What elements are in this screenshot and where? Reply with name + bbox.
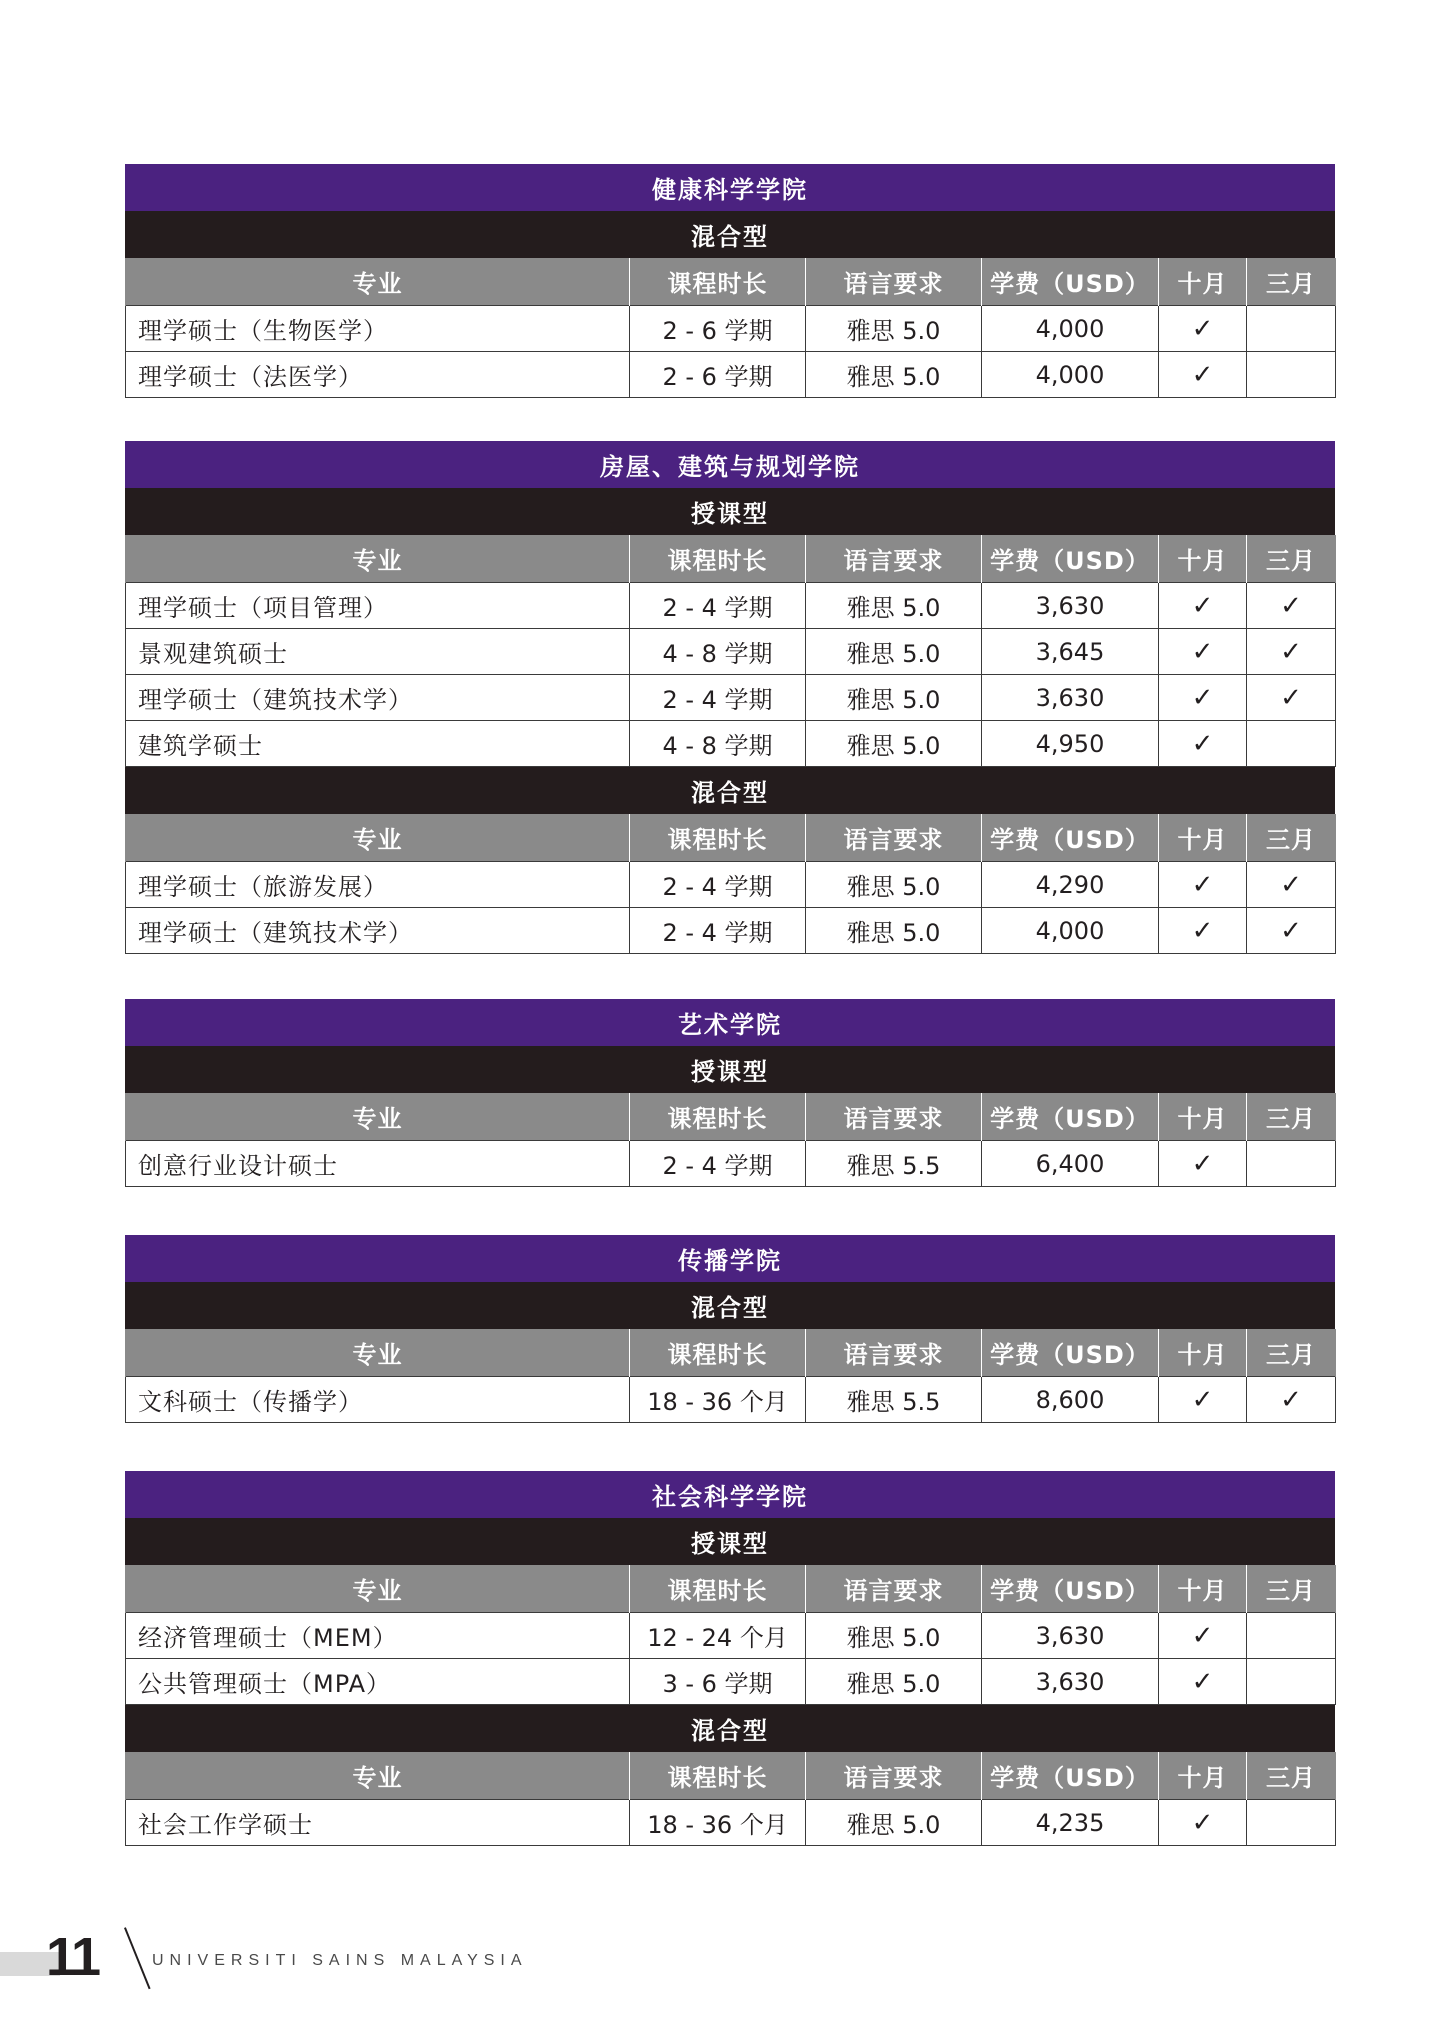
table-header-row: [126, 535, 1336, 583]
program-table: [125, 1752, 1336, 1846]
intake-october: ✓: [1159, 1800, 1247, 1846]
program-name: 理学硕士（法医学）: [126, 352, 630, 398]
program-mode-title: 混合型: [125, 767, 1335, 814]
program-duration: 18 - 36 个月: [630, 1377, 806, 1423]
column-header-major: 专业: [126, 814, 630, 862]
language-requirement: 雅思 5.0: [806, 629, 982, 675]
column-header-october: 十月: [1159, 814, 1247, 862]
column-header-duration: 课程时长: [630, 1752, 806, 1800]
language-requirement: 雅思 5.0: [806, 675, 982, 721]
program-name: 景观建筑硕士: [126, 629, 630, 675]
program-mode-title: 混合型: [125, 1705, 1335, 1752]
column-header-duration: 课程时长: [630, 1093, 806, 1141]
program-mode-title: 授课型: [125, 1518, 1335, 1565]
faculty-arts: [125, 999, 1335, 1187]
language-requirement: 雅思 5.5: [806, 1141, 982, 1187]
intake-march: [1247, 1659, 1336, 1705]
table-header-row: [126, 1093, 1336, 1141]
program-duration: 2 - 4 学期: [630, 908, 806, 954]
column-header-march: 三月: [1247, 535, 1336, 583]
column-header-language: 语言要求: [806, 1093, 982, 1141]
faculty-housing-building-planning: [125, 441, 1335, 954]
column-header-language: 语言要求: [806, 258, 982, 306]
tuition-fee: 3,630: [982, 1613, 1159, 1659]
intake-march: ✓: [1247, 908, 1336, 954]
intake-march: [1247, 1141, 1336, 1187]
intake-october: ✓: [1159, 1613, 1247, 1659]
program-name: 理学硕士（建筑技术学）: [126, 908, 630, 954]
program-name: 理学硕士（项目管理）: [126, 583, 630, 629]
faculty-title: 传播学院: [125, 1235, 1335, 1282]
language-requirement: 雅思 5.0: [806, 862, 982, 908]
column-header-march: 三月: [1247, 258, 1336, 306]
program-duration: 2 - 4 学期: [630, 583, 806, 629]
intake-october: ✓: [1159, 908, 1247, 954]
footer-divider: [124, 1927, 151, 1989]
tuition-fee: 4,000: [982, 352, 1159, 398]
column-header-october: 十月: [1159, 258, 1247, 306]
intake-march: [1247, 306, 1336, 352]
table-row: [126, 629, 1336, 675]
table-row: [126, 1659, 1336, 1705]
tuition-fee: 3,645: [982, 629, 1159, 675]
column-header-fee: 学费（USD）: [982, 1565, 1159, 1613]
column-header-duration: 课程时长: [630, 535, 806, 583]
page-number: 11: [46, 1927, 100, 1987]
column-header-major: 专业: [126, 258, 630, 306]
column-header-october: 十月: [1159, 1565, 1247, 1613]
column-header-october: 十月: [1159, 1752, 1247, 1800]
table-row: [126, 1377, 1336, 1423]
university-name: UNIVERSITI SAINS MALAYSIA: [152, 1952, 528, 1969]
table-header-row: [126, 1565, 1336, 1613]
table-header-row: [126, 814, 1336, 862]
language-requirement: 雅思 5.0: [806, 306, 982, 352]
table-row: [126, 908, 1336, 954]
column-header-october: 十月: [1159, 1093, 1247, 1141]
column-header-fee: 学费（USD）: [982, 1093, 1159, 1141]
faculty-title: 健康科学学院: [125, 164, 1335, 211]
program-name: 社会工作学硕士: [126, 1800, 630, 1846]
program-duration: 2 - 4 学期: [630, 1141, 806, 1187]
table-row: [126, 1800, 1336, 1846]
program-table: [125, 1093, 1336, 1187]
intake-march: ✓: [1247, 1377, 1336, 1423]
faculty-health-sciences: [125, 164, 1335, 398]
tuition-fee: 4,000: [982, 306, 1159, 352]
table-row: [126, 306, 1336, 352]
column-header-duration: 课程时长: [630, 258, 806, 306]
column-header-fee: 学费（USD）: [982, 535, 1159, 583]
language-requirement: 雅思 5.5: [806, 1377, 982, 1423]
column-header-duration: 课程时长: [630, 1329, 806, 1377]
table-row: [126, 583, 1336, 629]
program-name: 理学硕士（建筑技术学）: [126, 675, 630, 721]
intake-october: ✓: [1159, 1659, 1247, 1705]
intake-march: [1247, 1613, 1336, 1659]
column-header-march: 三月: [1247, 814, 1336, 862]
table-row: [126, 675, 1336, 721]
column-header-duration: 课程时长: [630, 814, 806, 862]
program-name: 理学硕士（生物医学）: [126, 306, 630, 352]
program-table: [125, 1329, 1336, 1423]
table-row: [126, 721, 1336, 767]
intake-march: [1247, 352, 1336, 398]
language-requirement: 雅思 5.0: [806, 1613, 982, 1659]
column-header-language: 语言要求: [806, 535, 982, 583]
faculty-title: 房屋、建筑与规划学院: [125, 441, 1335, 488]
program-name: 公共管理硕士（MPA）: [126, 1659, 630, 1705]
column-header-october: 十月: [1159, 535, 1247, 583]
column-header-language: 语言要求: [806, 1329, 982, 1377]
intake-march: [1247, 721, 1336, 767]
intake-october: ✓: [1159, 721, 1247, 767]
tuition-fee: 4,290: [982, 862, 1159, 908]
program-name: 理学硕士（旅游发展）: [126, 862, 630, 908]
column-header-march: 三月: [1247, 1565, 1336, 1613]
program-mode-title: 混合型: [125, 211, 1335, 258]
program-table: [125, 814, 1336, 954]
program-duration: 2 - 4 学期: [630, 862, 806, 908]
tuition-fee: 4,235: [982, 1800, 1159, 1846]
program-duration: 4 - 8 学期: [630, 629, 806, 675]
intake-march: ✓: [1247, 583, 1336, 629]
table-header-row: [126, 1752, 1336, 1800]
language-requirement: 雅思 5.0: [806, 908, 982, 954]
language-requirement: 雅思 5.0: [806, 721, 982, 767]
intake-october: ✓: [1159, 583, 1247, 629]
intake-march: ✓: [1247, 862, 1336, 908]
intake-march: [1247, 1800, 1336, 1846]
program-table: [125, 1565, 1336, 1705]
tuition-fee: 4,950: [982, 721, 1159, 767]
column-header-march: 三月: [1247, 1329, 1336, 1377]
column-header-language: 语言要求: [806, 814, 982, 862]
program-name: 创意行业设计硕士: [126, 1141, 630, 1187]
table-header-row: [126, 258, 1336, 306]
column-header-major: 专业: [126, 1329, 630, 1377]
program-mode-title: 授课型: [125, 488, 1335, 535]
intake-march: ✓: [1247, 629, 1336, 675]
table-row: [126, 1613, 1336, 1659]
column-header-major: 专业: [126, 1752, 630, 1800]
column-header-fee: 学费（USD）: [982, 1329, 1159, 1377]
tuition-fee: 6,400: [982, 1141, 1159, 1187]
intake-october: ✓: [1159, 1141, 1247, 1187]
tuition-fee: 8,600: [982, 1377, 1159, 1423]
program-name: 经济管理硕士（MEM）: [126, 1613, 630, 1659]
intake-october: ✓: [1159, 306, 1247, 352]
program-mode-title: 授课型: [125, 1046, 1335, 1093]
program-name: 文科硕士（传播学）: [126, 1377, 630, 1423]
program-duration: 18 - 36 个月: [630, 1800, 806, 1846]
tuition-fee: 4,000: [982, 908, 1159, 954]
column-header-fee: 学费（USD）: [982, 258, 1159, 306]
program-duration: 4 - 8 学期: [630, 721, 806, 767]
column-header-major: 专业: [126, 535, 630, 583]
intake-october: ✓: [1159, 629, 1247, 675]
language-requirement: 雅思 5.0: [806, 1800, 982, 1846]
table-row: [126, 1141, 1336, 1187]
program-duration: 2 - 4 学期: [630, 675, 806, 721]
program-table: [125, 535, 1336, 767]
language-requirement: 雅思 5.0: [806, 352, 982, 398]
column-header-october: 十月: [1159, 1329, 1247, 1377]
faculty-title: 艺术学院: [125, 999, 1335, 1046]
column-header-major: 专业: [126, 1093, 630, 1141]
tuition-fee: 3,630: [982, 583, 1159, 629]
column-header-march: 三月: [1247, 1752, 1336, 1800]
table-row: [126, 352, 1336, 398]
column-header-fee: 学费（USD）: [982, 1752, 1159, 1800]
column-header-fee: 学费（USD）: [982, 814, 1159, 862]
faculty-communication: [125, 1235, 1335, 1423]
column-header-march: 三月: [1247, 1093, 1336, 1141]
program-duration: 2 - 6 学期: [630, 306, 806, 352]
table-row: [126, 862, 1336, 908]
language-requirement: 雅思 5.0: [806, 583, 982, 629]
page-footer: [0, 1922, 560, 2002]
intake-october: ✓: [1159, 1377, 1247, 1423]
program-duration: 12 - 24 个月: [630, 1613, 806, 1659]
column-header-duration: 课程时长: [630, 1565, 806, 1613]
program-mode-title: 混合型: [125, 1282, 1335, 1329]
faculty-social-sciences: [125, 1471, 1335, 1846]
program-duration: 3 - 6 学期: [630, 1659, 806, 1705]
table-header-row: [126, 1329, 1336, 1377]
program-name: 建筑学硕士: [126, 721, 630, 767]
tuition-fee: 3,630: [982, 675, 1159, 721]
column-header-major: 专业: [126, 1565, 630, 1613]
tuition-fee: 3,630: [982, 1659, 1159, 1705]
program-duration: 2 - 6 学期: [630, 352, 806, 398]
program-table: [125, 258, 1336, 398]
intake-october: ✓: [1159, 862, 1247, 908]
column-header-language: 语言要求: [806, 1752, 982, 1800]
column-header-language: 语言要求: [806, 1565, 982, 1613]
intake-october: ✓: [1159, 352, 1247, 398]
intake-march: ✓: [1247, 675, 1336, 721]
faculty-title: 社会科学学院: [125, 1471, 1335, 1518]
intake-october: ✓: [1159, 675, 1247, 721]
language-requirement: 雅思 5.0: [806, 1659, 982, 1705]
